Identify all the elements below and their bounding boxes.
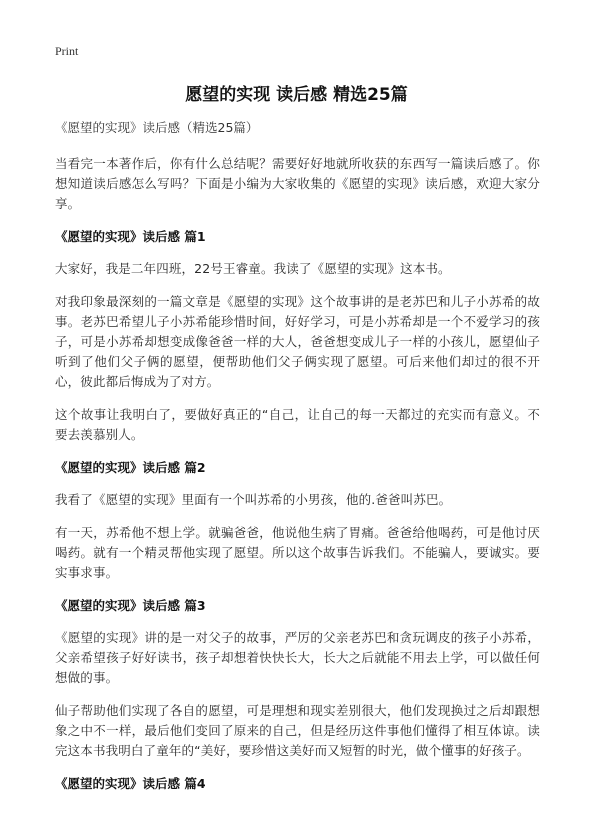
section-heading-2: 《愿望的实现》读后感 篇2 bbox=[55, 460, 206, 475]
section-1-paragraph-2: 对我印象最深刻的一篇文章是《愿望的实现》这个故事讲的是老苏巴和儿子小苏希的故事。老苏巴希望儿子小苏希能珍惜时间，好好学习，可是小苏希却是一个不爱学习的孩子，可是小苏希却想变成像爸爸一样的大人，爸爸想变成儿子一样的小孩儿，愿望仙子听到了他们父子俩的愿望，便帮助他们父子俩实现了愿望。可后来他们却过的很不开心，彼此都后悔成为了对方。 bbox=[55, 294, 540, 389]
section-heading-4: 《愿望的实现》读后感 篇4 bbox=[55, 776, 206, 791]
article-subtitle: 《愿望的实现》读后感（精选25篇） bbox=[55, 120, 259, 135]
section-1-paragraph-3: 这个故事让我明白了，要做好真正的“自己，让自己的每一天都过的充实而有意义。不要去羡慕别人。 bbox=[55, 407, 540, 442]
article-body bbox=[55, 118, 540, 806]
section-heading-3: 《愿望的实现》读后感 篇3 bbox=[55, 598, 206, 613]
print-link[interactable]: Print bbox=[55, 44, 79, 58]
section-1-paragraph-1: 大家好，我是二年四班，22号王睿童。我读了《愿望的实现》这本书。 bbox=[55, 261, 451, 276]
page-title: 愿望的实现 读后感 精选25篇 bbox=[185, 85, 408, 105]
intro-paragraph: 当看完一本著作后，你有什么总结呢？需要好好地就所收获的东西写一篇读后感了。你想知道读后感怎么写吗？下面是小编为大家收集的《愿望的实现》读后感，欢迎大家分享。 bbox=[55, 156, 540, 211]
section-3-paragraph-1: 《愿望的实现》讲的是一对父子的故事，严厉的父亲老苏巴和贪玩调皮的孩子小苏希，父亲希望孩子好好读书，孩子却想着快快长大，长大之后就能不用去上学，可以做任何想做的事。 bbox=[55, 630, 540, 685]
section-heading-1: 《愿望的实现》读后感 篇1 bbox=[55, 229, 206, 244]
section-2-paragraph-1: 我看了《愿望的实现》里面有一个叫苏希的小男孩，他的.爸爸叫苏巴。 bbox=[55, 492, 452, 507]
section-2-paragraph-2: 有一天，苏希他不想上学。就骗爸爸，他说他生病了胃痛。爸爸给他喝药，可是他讨厌喝药。就有一个精灵帮他实现了愿望。所以这个故事告诉我们。不能骗人，要诚实。要实事求事。 bbox=[55, 525, 540, 580]
section-3-paragraph-2: 仙子帮助他们实现了各自的愿望，可是理想和现实差别很大，他们发现换过之后却跟想象之中不一样，最后他们变回了原来的自己，但是经历这件事他们懂得了相互体谅。读完这本书我明白了童年的“美好，要珍惜这美好而又短暂的时光，做个懂事的好孩子。 bbox=[55, 703, 540, 758]
